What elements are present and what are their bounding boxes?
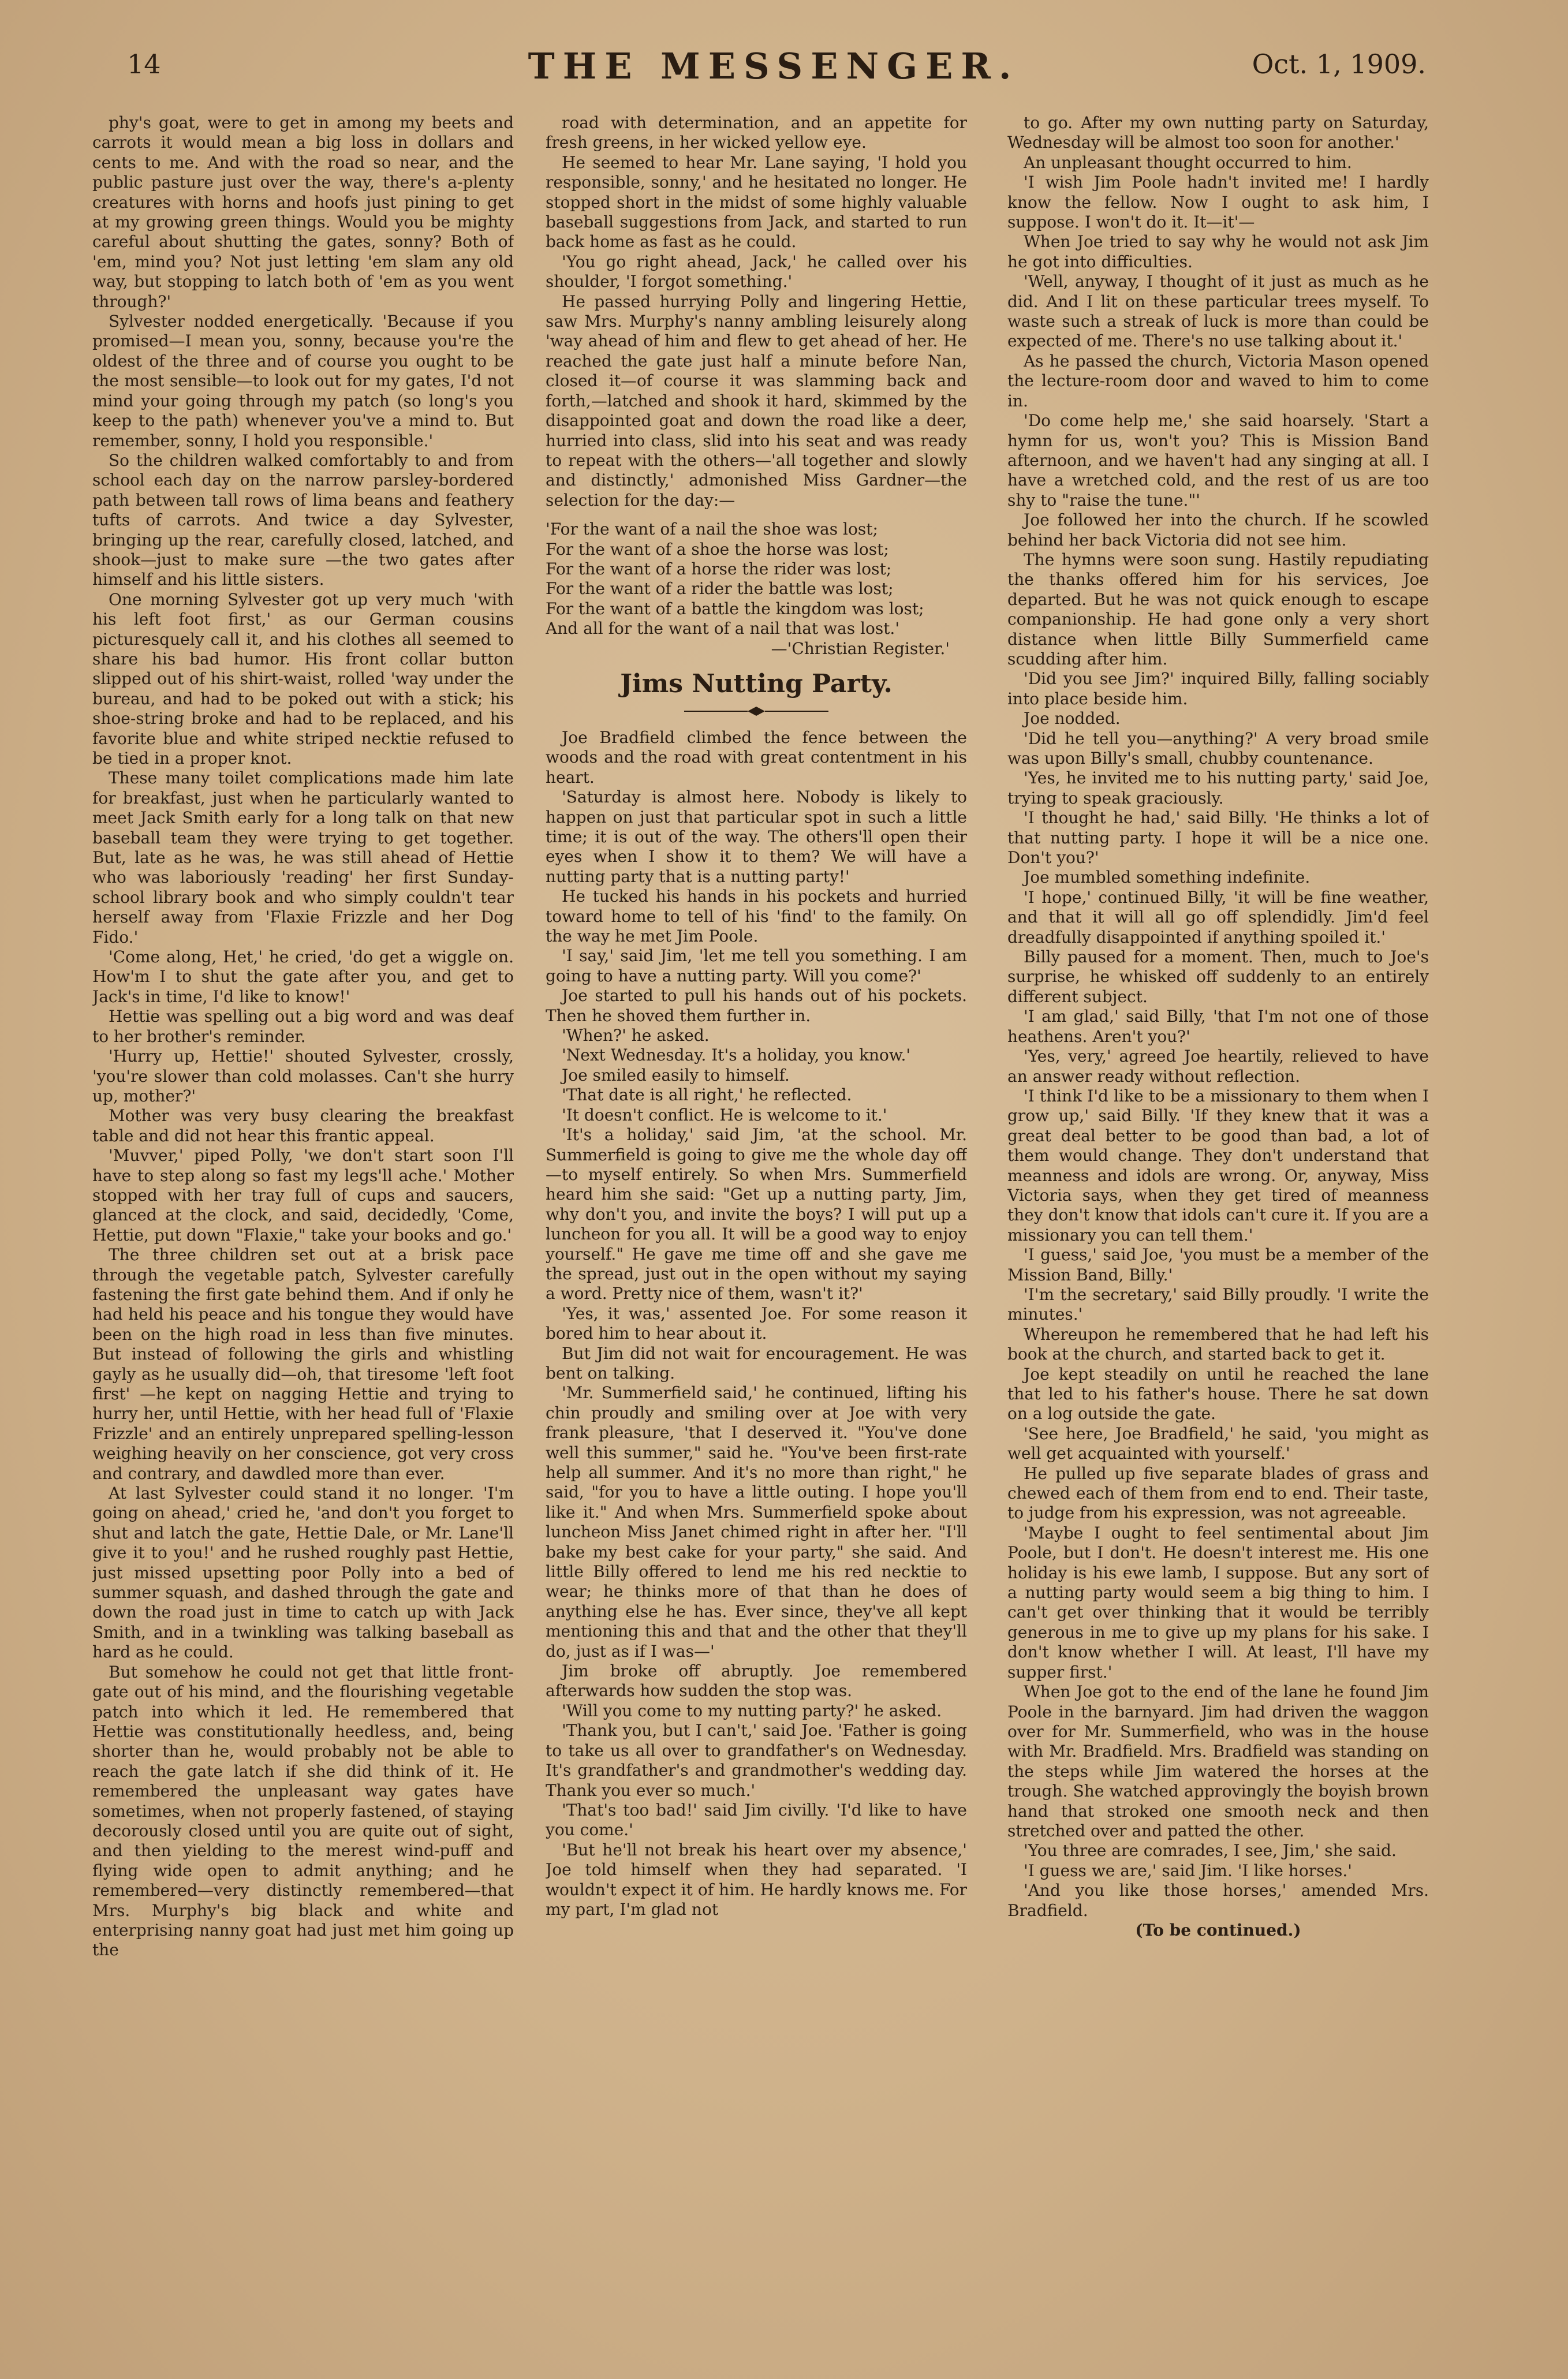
poem-line: For the want of a shoe the horse was lost; <box>546 539 889 559</box>
paragraph: 'Do come help me,' she said hoarsely. 'Start a hymn for us, won't you? This is Mission Band afternoon, and we haven't had any singing at all. I have a wretched cold, and the rest of us are too shy to "raise the tune."' <box>1007 411 1429 510</box>
paragraph: 'Thank you, but I can't,' said Joe. 'Father is going to take us all over to grandfather's on Wednesday. It's grandfather's and grandmother's wedding day. Thank you ever so much.' <box>546 1721 967 1800</box>
paragraph: So the children walked comfortably to and from school each day on the narrow parsley-bordered path between tall rows of lima beans and feathery tufts of carrots. And twice a day Sylvester, bringing up the rear, carefully closed, latched, and shook—just to make sure —the two gates after himself and his little sisters. <box>92 450 514 589</box>
paragraph: Joe started to pull his hands out of his pockets. Then he shoved them further in. <box>546 986 967 1025</box>
paragraph: 'I thought he had,' said Billy. 'He thinks a lot of that nutting party. I hope it will be a nice one. Don't you?' <box>1007 808 1429 868</box>
paragraph: When Joe tried to say why he would not ask Jim he got into difficulties. <box>1007 232 1429 271</box>
paragraph: 'I say,' said Jim, 'let me tell you something. I am going to have a nutting party. Will you come?' <box>546 946 967 985</box>
paragraph: 'Next Wednesday. It's a holiday, you know.' <box>562 1045 911 1065</box>
story-title: Jims Nutting Party. <box>620 668 893 699</box>
issue-date: Oct. 1, 1909. <box>1252 48 1426 80</box>
paragraph: 'Will you come to my nutting party?' he asked. <box>562 1701 942 1720</box>
paragraph: He seemed to hear Mr. Lane saying, 'I hold you responsible, sonny,' and he hesitated no longer. He stopped short in the midst of some highly valuable baseball suggestions from Jack, and started to run back home as fast as he could. <box>546 152 967 252</box>
continued-note: (To be continued.) <box>1135 1920 1301 1940</box>
poem-line: 'For the want of a nail the shoe was lost; <box>546 520 878 539</box>
left-column <box>92 113 514 2272</box>
paragraph: to go. After my own nutting party on Saturday, Wednesday will be almost too soon for another.' <box>1007 113 1429 152</box>
paragraph: Joe followed her into the church. If he scowled behind her back Victoria did not see him. <box>1007 510 1429 550</box>
paragraph: These many toilet complications made him late for breakfast, just when he particularly wanted to meet Jack Smith early for a long talk on that new baseball team they were trying to get together. But, late as he was, he was still ahead of Hettie who was laboriously 'reading' her first Sunday-school library book and who simply couldn't tear herself away from 'Flaxie Frizzle and her Dog Fido.' <box>92 768 514 947</box>
paragraph: Billy paused for a moment. Then, much to Joe's surprise, he whisked off suddenly to an entirely different subject. <box>1007 947 1429 1006</box>
paragraph: 'Saturday is almost here. Nobody is likely to happen on just that particular spot in such a little time; it is out of the way. The others'll open their eyes when I show it to them? We will have a nutting party that is a nutting party!' <box>546 787 967 886</box>
paragraph: He passed hurrying Polly and lingering Hettie, saw Mrs. Murphy's nanny ambling leisurely along 'way ahead of him and flew to get ahead of her. He reached the gate just half a minute before Nan, closed it—of course it was slamming back and forth,—latched and shook it hard, skimmed by the disappointed goat and down the road like a deer, hurried into class, slid into his seat and was ready to repeat with the others—'all together and slowly and distinctly,' admonished Miss Gardner—the selection for the day:— <box>546 292 967 510</box>
paragraph: 'I'm the secretary,' said Billy proudly. 'I write the minutes.' <box>1007 1284 1429 1324</box>
paragraph: 'I think I'd like to be a missionary to them when I grow up,' said Billy. 'If they knew that it was a great deal better to be good than bad, a lot of them would change. They don't understand that meanness and idols are wrong. Or, anyway, Miss Victoria says, when they get tired of meanness they don't know that idols can't cure it. If you are a missionary you can tell them.' <box>1007 1086 1429 1245</box>
paragraph: But somehow he could not get that little front-gate out of his mind, and the flourishing vegetable patch into which it led. He remembered that Hettie was constitutionally heedless, and, being shorter than he, would probably not be able to reach the gate latch if she did think of it. He remembered the unpleasant way gates have sometimes, when not properly fastened, of staying decorously closed until you are quite out of sight, and then yielding to the merest wind-puff and flying wide open to admit anything; and he remembered—very distinctly remembered—that Mrs. Murphy's big black and white and enterprising nanny goat had just met him going up the <box>92 1662 514 1960</box>
poem <box>546 520 967 659</box>
paragraph: 'Muvver,' piped Polly, 'we don't start soon I'll have to step along so fast my legs'll ache.' Mother stopped with her tray full of cups and saucers, glanced at the clock, and said, decidedly, 'Come, Hettie, put down "Flaxie," take your books and go.' <box>92 1146 514 1245</box>
paragraph: One morning Sylvester got up very much 'with his left foot first,' as our German cousins picturesquely call it, and his clothes all seemed to share his bad humor. His front collar button slipped out of his shirt-waist, rolled 'way under the bureau, and had to be poked out with a stick; his shoe-string broke and had to be replaced, and his favorite blue and white striped necktie refused to be tied in a proper knot. <box>92 589 514 768</box>
masthead <box>115 40 1432 110</box>
paragraph: 'Yes, very,' agreed Joe heartily, relieved to have an answer ready without reflection. <box>1007 1047 1429 1086</box>
story-body <box>546 728 967 1919</box>
paragraph: When Joe got to the end of the lane he found Jim Poole in the barnyard. Jim had driven the waggon over for Mr. Summerfield, who was in the house with Mr. Bradfield. Mrs. Bradfield was standing on the steps while Jim watered the horses at the trough. She watched approvingly the boyish brown hand that stroked one smooth neck and then stretched over and patted the other. <box>1007 1682 1429 1840</box>
paragraph: Sylvester nodded energetically. 'Because if you promised—I mean you, sonny, because you're the oldest of the three and of course you ought to be the most sensible—to look out for my gates, I'd not mind your going through my patch (so long's you keep to the path) whenever you've a mind to. But remember, sonny, I hold you responsible.' <box>92 312 514 450</box>
page-number: 14 <box>127 48 161 80</box>
paragraph: 'Hurry up, Hettie!' shouted Sylvester, crossly, 'you're slower than cold molasses. Can't she hurry up, mother?' <box>92 1047 514 1106</box>
paragraph: But Jim did not wait for encouragement. He was bent on talking. <box>546 1343 967 1383</box>
paragraph: Joe Bradfield climbed the fence between the woods and the road with great contentment in his heart. <box>546 727 967 787</box>
story-continuation <box>546 113 967 510</box>
story-body-continued <box>1007 113 1429 1921</box>
paragraph: Joe smiled easily to himself. <box>562 1065 790 1085</box>
paragraph: 'It's a holiday,' said Jim, 'at the school. Mr. Summerfield is going to give me the whole day off—to myself entirely. So when Mrs. Summerfield heard him she said: "Get up a nutting party, Jim, why don't you, and invite the boys? I will put up a luncheon for you all. It will be a good way to enjoy yourself." He gave me time off and she gave me the spread, just out in the open without my saying a word. Pretty nice of them, wasn't it?' <box>546 1125 967 1304</box>
paragraph: Joe kept steadily on until he reached the lane that led to his father's house. There he sat down on a log outside the gate. <box>1007 1364 1429 1424</box>
paragraph: 'That date is all right,' he reflected. <box>562 1085 852 1105</box>
paragraph: 'When?' he asked. <box>562 1026 710 1045</box>
paragraph: 'I hope,' continued Billy, 'it will be fine weather, and that it will all go off splendidly. Jim'd feel dreadfully disappointed if anything spoiled it.' <box>1007 887 1429 947</box>
paragraph: phy's goat, were to get in among my beets and carrots it would mean a big loss in dollars and cents to me. And with the road so near, and the public pasture just over the way, there's a-plenty creatures with horns and hoofs just pining to get at my growing green things. Would you be mighty careful about shutting the gates, sonny? Both of 'em, mind you? Not just letting 'em slam any old way, but stopping to latch both of 'em as you went through?' <box>92 113 514 311</box>
paragraph: 'I guess,' said Joe, 'you must be a member of the Mission Band, Billy.' <box>1007 1245 1429 1284</box>
paragraph: 'Maybe I ought to feel sentimental about Jim Poole, but I don't. He doesn't interest me. His one holiday is his ewe lamb, I suppose. But any sort of a nutting party would seem a big thing to him. I can't get over thinking that it would be terribly generous in me to give up my plans for his sake. I don't know whether I will. At least, I'll have my supper first.' <box>1007 1523 1429 1682</box>
paragraph: 'Well, anyway, I thought of it just as much as he did. And I lit on these particular trees myself. To waste such a streak of luck is more than could be expected of me. There's no use talking about it.' <box>1007 272 1429 351</box>
paragraph: Joe mumbled something indefinite. <box>1024 868 1311 887</box>
poem-line: For the want of a horse the rider was lost; <box>546 559 892 578</box>
ornamental-rule <box>546 703 967 715</box>
paragraph: The three children set out at a brisk pace through the vegetable patch, Sylvester carefully fastening the first gate behind them. And if only he had held his peace and his tongue they would have been on the high road in less than five minutes. But instead of following the girls and whistling gayly as he usually did—oh, that tiresome 'left foot first' —he kept on nagging Hettie and trying to hurry her, until Hettie, with her head full of 'Flaxie Frizzle' and an entirely unprepared spelling-lesson weighing heavily on her conscience, got very cross and contrary, and dawdled more than ever. <box>92 1245 514 1483</box>
paragraph: 'I guess we are,' said Jim. 'I like horses.' <box>1024 1861 1352 1880</box>
paragraph: 'I wish Jim Poole hadn't invited me! I hardly know the fellow. Now I ought to ask him, I suppose. I won't do it. It—it'— <box>1007 173 1429 232</box>
paragraph: 'Mr. Summerfield said,' he continued, lifting his chin proudly and smiling over at Joe with very frank pleasure, 'that I deserved it. "You've done well this summer," said he. "You've been first-rate help all summer. And it's no more than right," he said, "for you to have a little outing. I hope you'll like it." And when Mrs. Summerfield spoke about luncheon Miss Janet chimed right in after her. "I'll bake my best cake for your party," she said. And little Billy offered to lend me his red necktie to wear; he thinks more of that than he does of anything else he has. Ever since, they've all kept mentioning this and that and the other that they'll do, just as if I was—' <box>546 1383 967 1661</box>
paragraph: 'That's too bad!' said Jim civilly. 'I'd like to have you come.' <box>546 1800 967 1840</box>
paragraph: An unpleasant thought occurred to him. <box>1024 152 1352 172</box>
paragraph: 'Did you see Jim?' inquired Billy, falling sociably into place beside him. <box>1007 669 1429 708</box>
poem-attribution: —'Christian Register.' <box>771 638 950 658</box>
paragraph: 'Yes, he invited me to his nutting party,' said Joe, trying to speak graciously. <box>1007 768 1429 808</box>
paragraph: Hettie was spelling out a big word and was deaf to her brother's reminder. <box>92 1007 514 1046</box>
right-column <box>1007 113 1429 2272</box>
paragraph: Whereupon he remembered that he had left his book at the church, and started back to get it. <box>1007 1324 1429 1364</box>
paragraph: 'I am glad,' said Billy, 'that I'm not one of those heathens. Aren't you?' <box>1007 1007 1429 1046</box>
middle-column <box>546 113 967 2272</box>
paragraph: Joe nodded. <box>1024 709 1121 729</box>
paragraph: 'You three are comrades, I see, Jim,' she said. <box>1024 1841 1397 1861</box>
paragraph: Mother was very busy clearing the breakfast table and did not hear this frantic appeal. <box>92 1106 514 1145</box>
paragraph: Jim broke off abruptly. Joe remembered afterwards how sudden the stop was. <box>546 1661 967 1701</box>
paragraph: 'But he'll not break his heart over my absence,' Joe told himself when they had separated. 'I wouldn't expect it of him. He hardly knows me. For my part, I'm glad not <box>546 1840 967 1919</box>
paragraph: 'Did he tell you—anything?' A very broad smile was upon Billy's small, chubby countenance. <box>1007 729 1429 768</box>
paragraph: 'You go right ahead, Jack,' he called over his shoulder, 'I forgot something.' <box>546 252 967 292</box>
poem-line: For the want of a battle the kingdom was lost; <box>546 599 924 618</box>
paragraph: He pulled up five separate blades of grass and chewed each of them from end to end. Their taste, to judge from his expression, was not agreeable. <box>1007 1463 1429 1523</box>
paragraph: 'Yes, it was,' assented Joe. For some reason it bored him to hear about it. <box>546 1304 967 1343</box>
paragraph: 'It doesn't conflict. He is welcome to it.' <box>562 1105 887 1125</box>
paragraph: As he passed the church, Victoria Mason opened the lecture-room door and waved to him to come in. <box>1007 351 1429 410</box>
paragraph: 'See here, Joe Bradfield,' he said, 'you might as well get acquainted with yourself.' <box>1007 1424 1429 1463</box>
paragraph: 'Come along, Het,' he cried, 'do get a wiggle on. How'm I to shut the gate after you, and get to Jack's in time, I'd like to know!' <box>92 947 514 1006</box>
poem-line: For the want of a rider the battle was lost; <box>546 579 894 599</box>
paragraph: At last Sylvester could stand it no longer. 'I'm going on ahead,' cried he, 'and don't you forget to shut and latch the gate, Hettie Dale, or Mr. Lane'll give it to you!' and he rushed roughly past Hettie, just missed upsetting poor Polly into a bed of summer squash, and dashed through the gate and down the road just in time to catch up with Jack Smith, and in a twinkling was talking baseball as hard as he could. <box>92 1484 514 1662</box>
paragraph: He tucked his hands in his pockets and hurried toward home to tell of his 'find' to the family. On the way he met Jim Poole. <box>546 887 967 946</box>
newspaper-title: THE MESSENGER. <box>528 45 1020 87</box>
poem-line: And all for the want of a nail that was lost.' <box>546 619 900 638</box>
paragraph: 'And you like those horses,' amended Mrs. Bradfield. <box>1007 1881 1429 1920</box>
paragraph: The hymns were soon sung. Hastily repudiating the thanks offered him for his services, Joe departed. But he was not quick enough to escape companionship. He had gone only a very short distance when little Billy Summerfield came scudding after him. <box>1007 550 1429 668</box>
paragraph: road with determination, and an appetite for fresh greens, in her wicked yellow eye. <box>546 113 967 152</box>
